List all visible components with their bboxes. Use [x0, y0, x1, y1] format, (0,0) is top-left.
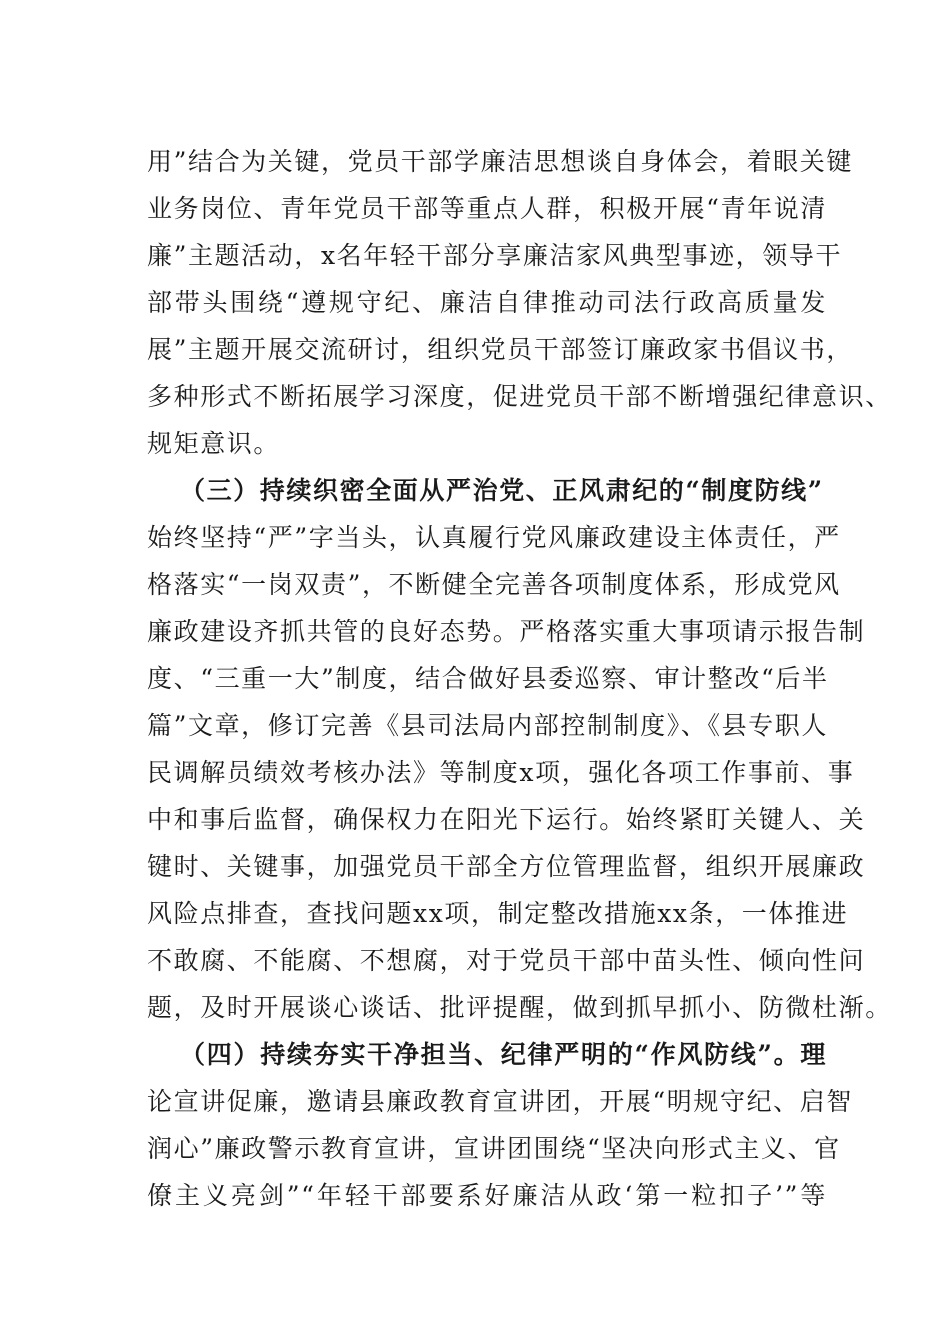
- body-text-line: 廉”主题活动，x名年轻干部分享廉洁家风典型事迹，领导干: [147, 241, 843, 270]
- section-heading-three: （三）持续织密全面从严治党、正风肃纪的“制度防线”: [180, 476, 824, 505]
- body-text-line: 题，及时开展谈心谈话、批评提醒，做到抓早抓小、防微杜渐。: [147, 993, 892, 1022]
- body-text-line: 始终坚持“严”字当头，认真履行党风廉政建设主体责任，严: [147, 523, 841, 552]
- body-text-line: 部带头围绕“遵规守纪、廉洁自律推动司法行政高质量发: [147, 288, 827, 317]
- body-text-line: 多种形式不断拓展学习深度，促进党员干部不断增强纪律意识、: [147, 382, 892, 411]
- body-text-line: 篇”文章，修订完善《县司法局内部控制制度》、《县专职人: [147, 711, 828, 740]
- body-text-line: 度、“三重一大”制度，结合做好县委巡察、审计整改“后半: [147, 664, 829, 693]
- body-text-line: 规矩意识。: [147, 429, 281, 458]
- body-text-line: 业务岗位、青年党员干部等重点人群，积极开展“青年说清: [147, 194, 827, 223]
- body-text-line: 论宣讲促廉，邀请县廉政教育宣讲团，开展“明规守纪、启智: [147, 1087, 853, 1116]
- body-text-line: 用”结合为关键，党员干部学廉洁思想谈自身体会，着眼关键: [147, 147, 853, 176]
- body-text-line: 廉政建设齐抓共管的良好态势。严格落实重大事项请示报告制: [147, 617, 866, 646]
- body-text-line: 展”主题开展交流研讨，组织党员干部签订廉政家书倡议书，: [147, 335, 853, 364]
- body-text-line: 僚主义亮剑”“年轻干部要系好廉洁从政‘第一粒扣子’”等: [147, 1181, 827, 1210]
- section-heading-four: （四）持续夯实干净担当、纪律严明的“作风防线”。理: [180, 1040, 827, 1069]
- body-text-line: 格落实“一岗双责”，不断健全完善各项制度体系，形成党风: [147, 570, 841, 599]
- body-text-line: 键时、关键事，加强党员干部全方位管理监督，组织开展廉政: [147, 852, 866, 881]
- body-text-line: 中和事后监督，确保权力在阳光下运行。始终紧盯关键人、关: [147, 805, 866, 834]
- body-text-line: 不敢腐、不能腐、不想腐，对于党员干部中苗头性、倾向性问: [147, 946, 866, 975]
- body-text-line: 风险点排查，查找问题xx项，制定整改措施xx条，一体推进: [147, 899, 849, 928]
- body-text-line: 润心”廉政警示教育宣讲，宣讲团围绕“坚决向形式主义、官: [147, 1134, 841, 1163]
- body-text-line: 民调解员绩效考核办法》等制度x项，强化各项工作事前、事: [147, 758, 855, 787]
